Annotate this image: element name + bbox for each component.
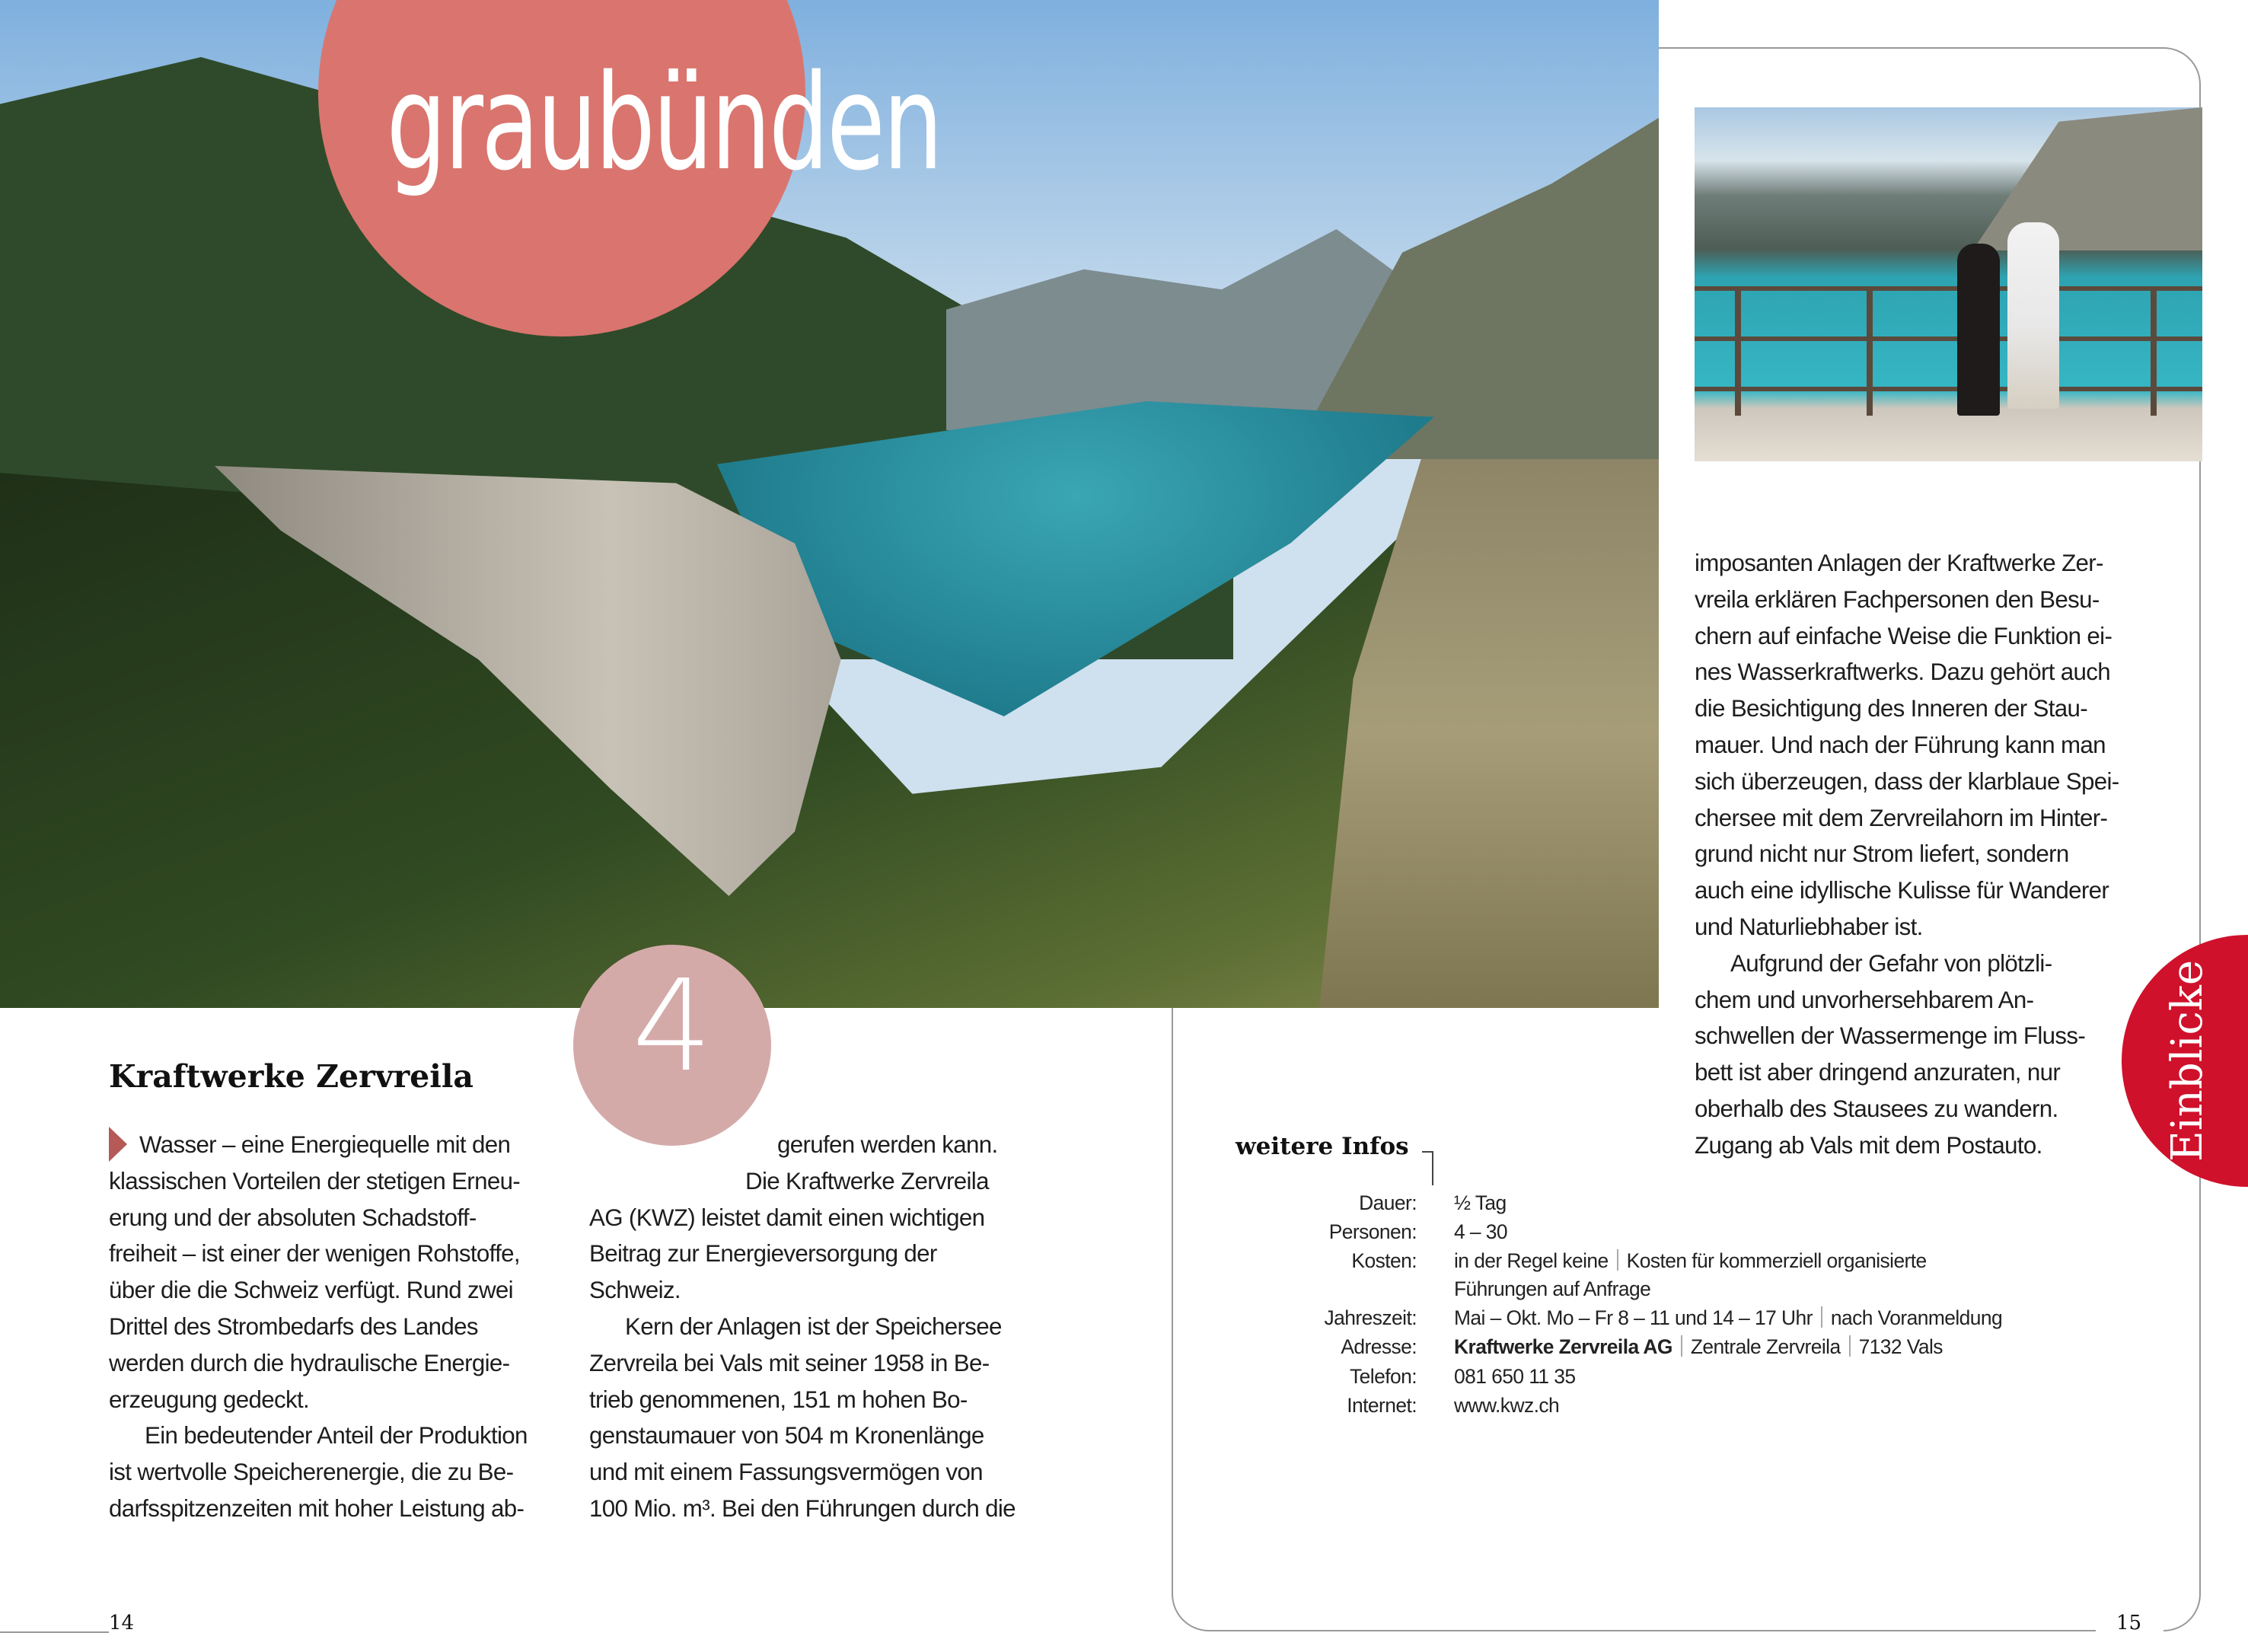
info-label: Internet: [1347, 1394, 1417, 1417]
website-link[interactable]: www.kwz.ch [1454, 1394, 1560, 1417]
text-line: nes Wasserkraftwerks. Dazu gehört auch [1695, 659, 2111, 686]
text-line: Schweiz. [589, 1277, 681, 1304]
info-value: Mai – Okt. Mo – Fr 8 – 11 und 14 – 17 Uhr [1454, 1306, 1813, 1329]
text-line: Wasser – eine Energiequelle mit den [139, 1131, 511, 1158]
frame-corner-left [1172, 1557, 1209, 1631]
info-kosten-cont [1233, 1274, 2122, 1303]
heading-rule [1422, 1151, 1433, 1185]
info-label: Jahreszeit: [1324, 1306, 1417, 1329]
frame-corner-right [2164, 1557, 2201, 1631]
text-line: Aufgrund der Gefahr von plötzli- [1730, 949, 2052, 977]
text-line: und mit einem Fassungsvermögen von [589, 1459, 983, 1486]
text-line: genstaumauer von 504 m Kronenlänge [589, 1422, 984, 1449]
text-line: darfsspitzenzeiten mit hoher Leistung ab- [109, 1494, 525, 1522]
info-label: Kosten: [1351, 1249, 1417, 1272]
text-line: Beitrag zur Energieversorgung der [589, 1240, 937, 1268]
text-line: 100 Mio. m³. Bei den Führungen durch die [589, 1494, 1016, 1522]
section-tab-label: Einblicke [2163, 960, 2212, 1162]
info-value: 081 650 11 35 [1454, 1365, 1576, 1388]
text-line: Die Kraftwerke Zervreila [745, 1167, 989, 1194]
info-kosten [1233, 1246, 2122, 1275]
article-title: Kraftwerke Zervreila [109, 1058, 474, 1095]
info-value: Kraftwerke Zervreila AG [1454, 1335, 1672, 1358]
text-line: klassischen Vorteilen der stetigen Erneu- [109, 1167, 521, 1194]
text-line: Zugang ab Vals mit dem Postauto. [1695, 1131, 2042, 1159]
info-value: nach Voranmeldung [1830, 1306, 2003, 1329]
text-line: Kern der Anlagen ist der Speichersee [625, 1312, 1002, 1340]
text-line: chersee mit dem Zervreilahorn im Hinter- [1695, 804, 2108, 831]
info-label: Telefon: [1350, 1365, 1417, 1388]
text-line: oberhalb des Stausees zu wandern. [1695, 1095, 2058, 1122]
text-line: Ein bedeutender Anteil der Produktion [145, 1422, 528, 1449]
info-internet [1233, 1391, 2122, 1420]
info-personen [1233, 1217, 2122, 1246]
text-line: ist wertvolle Speicherenergie, die zu Be- [109, 1459, 514, 1486]
text-line: vreila erklären Fachpersonen den Besu- [1695, 585, 2100, 613]
text-line: erung und der absoluten Schadstoff- [109, 1204, 477, 1231]
text-line: auch eine idyllische Kulisse für Wanderer [1695, 877, 2109, 904]
info-dauer [1233, 1188, 2122, 1217]
info-label: Adresse: [1341, 1335, 1417, 1358]
text-line: schwellen der Wassermenge im Fluss- [1695, 1022, 2086, 1050]
text-line: sich überzeugen, dass der klarblaue Spei- [1695, 767, 2119, 795]
text-line: werden durch die hydraulische Energie- [109, 1349, 510, 1376]
region-title: graubünden [386, 46, 941, 199]
text-line: chem und unvorhersehbarem An- [1695, 986, 2034, 1013]
text-line: die Besichtigung des Inneren der Stau- [1695, 695, 2088, 722]
text-column-1 [109, 1127, 568, 1527]
info-value: ½ Tag [1454, 1191, 1507, 1214]
info-value: 4 – 30 [1454, 1220, 1508, 1243]
page-number-left: 14 [109, 1612, 135, 1634]
text-column-3 [1695, 545, 2121, 1164]
frame-bottom-rule [1209, 1630, 2096, 1631]
info-value: Zentrale Zervreila [1690, 1335, 1841, 1358]
page-number-right: 15 [2116, 1612, 2142, 1634]
info-telefon [1233, 1362, 2122, 1391]
info-value: Kosten für kommerziell organisierte [1626, 1249, 1927, 1272]
text-line: freiheit – ist einer der wenigen Rohstoffe, [109, 1240, 520, 1268]
info-value: 7132 Vals [1858, 1335, 1943, 1358]
info-value: Führungen auf Anfrage [1454, 1277, 1651, 1300]
text-line: AG (KWZ) leistet damit einen wichtigen [589, 1204, 985, 1231]
text-line: und Naturliebhaber ist. [1695, 913, 1923, 940]
number-badge-label: 4 [632, 953, 713, 1100]
info-label: Personen: [1328, 1220, 1417, 1243]
info-label: Dauer: [1359, 1191, 1417, 1214]
text-line: grund nicht nur Strom liefert, sondern [1695, 840, 2069, 868]
text-line: trieb genommenen, 151 m hohen Bo- [589, 1386, 968, 1413]
text-line: über die die Schweiz verfügt. Rund zwei [109, 1277, 513, 1304]
text-line: erzeugung gedeckt. [109, 1386, 310, 1413]
text-line: mauer. Und nach der Führung kann man [1695, 731, 2106, 758]
text-line: Drittel des Strombedarfs des Landes [109, 1312, 478, 1340]
visitors-photo [1695, 107, 2202, 461]
page-rule [0, 1631, 109, 1633]
infos-heading: weitere Infos [1236, 1133, 1409, 1160]
info-adresse [1233, 1332, 2122, 1361]
text-line: bett ist aber dringend anzuraten, nur [1695, 1059, 2061, 1086]
text-column-2 [589, 1127, 1048, 1527]
text-line: chern auf einfache Weise die Funktion ei- [1695, 622, 2112, 649]
text-line: imposanten Anlagen der Kraftwerke Zer- [1695, 550, 2103, 576]
info-jahreszeit [1233, 1303, 2122, 1332]
info-value: in der Regel keine [1454, 1249, 1609, 1272]
text-line: gerufen werden kann. [777, 1131, 998, 1158]
text-line: Zervreila bei Vals mit seiner 1958 in Be- [589, 1349, 990, 1376]
